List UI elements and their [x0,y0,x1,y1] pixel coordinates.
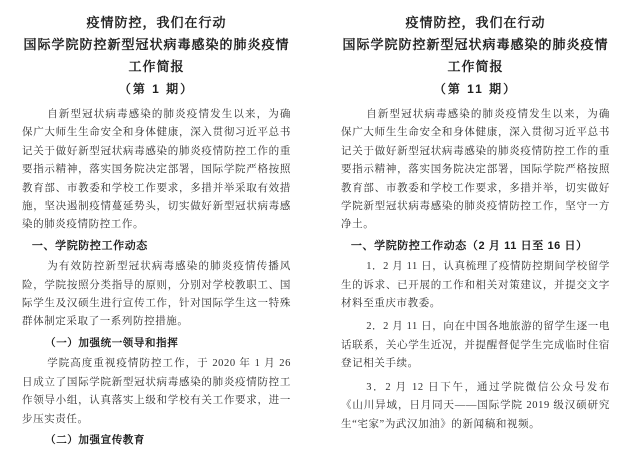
intro-paragraph: 自新型冠状病毒感染的肺炎疫情发生以来，为确保广大师生生命安全和身体健康，深入贯彻习近平总书记关于做好新型冠状病毒感染的肺炎疫情防控工作的重要指示精神，落实国务院决定部署，国际学院严格按照教育部、市教委和学校工作要求，多措并举采取有效措施，坚决遏制疫情蔓延势头，切实做好新型冠状病毒感染的肺炎疫情防控工作。 [22,109,291,231]
page-body [22,106,291,449]
intro-paragraph: 自新型冠状病毒感染的肺炎疫情发生以来，为确保广大师生生命安全和身体健康，深入贯彻习近平总书记关于做好新型冠状病毒感染的肺炎疫情防控工作的重要指示精神，落实国务院决定部署，国际学院严格按照教育部、市教委和学校工作要求，多措并举，切实做好学院新型冠状病毒感染的肺炎疫情防控工作，坚守一方净土。 [341,109,610,231]
document-title-block [341,12,610,100]
title-line-subject: 国际学院防控新型冠状病毒感染的肺炎疫情 [23,37,290,52]
issue-number: （第 1 期） [118,82,195,96]
numbered-item-3: 3．2 月 12 日下午，通过学院微信公众号发布《山川异域，日月同天——国际学院 2019 级汉硕研究生“宅家”为武汉加油》的新闻稿和视频。 [341,381,610,430]
numbered-item-1: 1．2 月 11 日，认真梳理了疫情防控期间学校留学生的诉求、已开展的工作和相关对策建议，并提交文字材料至重庆市教委。 [341,261,610,310]
title-line-slogan: 疫情防控，我们在行动 [86,15,227,30]
page-body [341,106,610,434]
document-title-block [22,12,291,100]
subsection-heading-2: （二）加强宣传教育 [45,433,145,446]
section-heading: 一、学院防控工作动态 [31,239,148,252]
bulletin-page-issue-11 [319,0,638,437]
title-line-bulletin: 工作简报 [128,59,185,74]
issue-number: （第 11 期） [433,82,518,96]
numbered-item-2: 2．2 月 11 日，向在中国各地旅游的留学生逐一电话联系，关心学生近况，并提醒督促学生完成临时住宿登记相关手续。 [341,321,610,370]
section-heading: 一、学院防控工作动态（2 月 11 日至 16 日） [350,239,588,252]
bulletin-page-issue-1 [0,0,319,446]
title-line-subject: 国际学院防控新型冠状病毒感染的肺炎疫情 [342,37,609,52]
body-paragraph: 学院高度重视疫情防控工作，于 2020 年 1 月 26 日成立了国际学院新型冠状病毒感染的肺炎疫情防控工作领导小组，认真落实上级和学校有关工作要求，进一步压实责任。 [22,358,291,425]
subsection-heading-1: （一）加强统一领导和指挥 [45,336,179,349]
title-line-bulletin: 工作简报 [447,59,504,74]
body-paragraph: 为有效防控新型冠状病毒感染的肺炎疫情传播风险，学院按照分类指导的原则，分别对学校教职工、国际学生及汉硕生进行宣传工作，针对国际学生这一特殊群体制定采取了一系列防控措施。 [22,261,291,328]
title-line-slogan: 疫情防控，我们在行动 [405,15,546,30]
